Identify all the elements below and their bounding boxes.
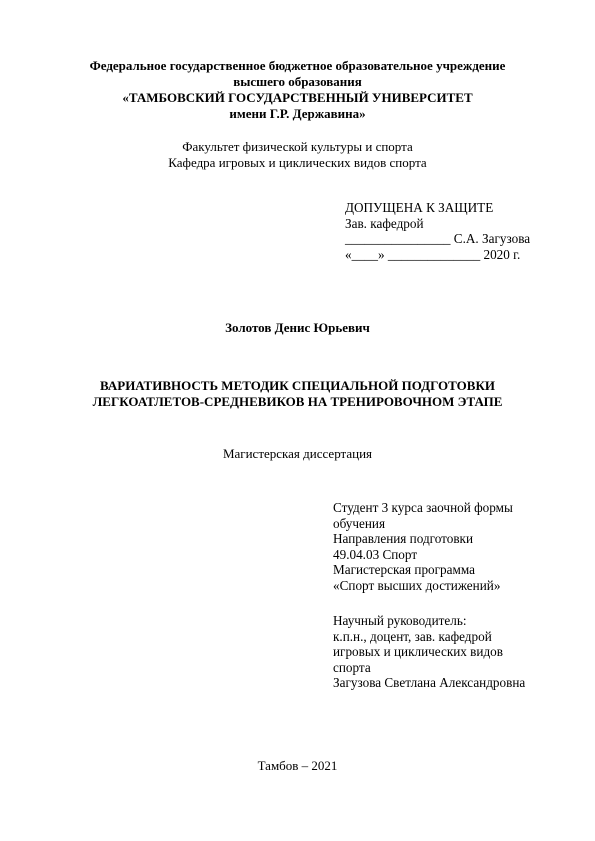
student-direction-code: 49.04.03 Спорт [333,546,418,562]
approval-signature: ________________ С.А. Загузова [345,231,531,246]
supervisor-department-cont: спорта [333,659,371,675]
supervisor-name: Загузова Светлана Александровна [333,675,526,690]
supervisor-degree: к.п.н., доцент, зав. кафедрой [333,628,492,644]
supervisor-department: игровых и циклических видов [333,644,503,659]
student-direction-label: Направления подготовки [333,531,474,546]
approval-role: Зав. кафедрой [345,215,424,231]
supervisor-info-block [333,613,525,691]
university-name: «ТАМБОВСКИЙ ГОСУДАРСТВЕННЫЙ УНИВЕРСИТЕТ [122,90,473,105]
approval-block [345,200,530,262]
faculty-name: Факультет физической культуры и спорта [182,139,413,154]
city-year: Тамбов – 2021 [257,758,338,773]
student-info-block [333,500,513,593]
institution-line-2: высшего образования [233,74,362,89]
student-course: Студент 3 курса заочной формы [333,500,513,515]
thesis-title-line-1: ВАРИАТИВНОСТЬ МЕТОДИК СПЕЦИАЛЬНОЙ ПОДГОТОВКИ [100,378,495,393]
work-type: Магистерская диссертация [222,446,373,461]
university-name-suffix: имени Г.Р. Державина» [229,106,366,121]
author-name: Золотов Денис Юрьевич [225,320,370,335]
department-name: Кафедра игровых и циклических видов спорта [168,155,427,170]
approval-heading: ДОПУЩЕНА К ЗАЩИТЕ [345,200,494,215]
approval-date: «____» ______________ 2020 г. [345,246,521,262]
student-study-form: обучения [333,515,386,531]
student-program-name: «Спорт высших достижений» [333,577,501,593]
institution-line-1: Федеральное государственное бюджетное образовательное учреждение [89,58,506,73]
supervisor-label: Научный руководитель: [333,613,467,628]
thesis-title-line-2: ЛЕГКОАТЛЕТОВ-СРЕДНЕВИКОВ НА ТРЕНИРОВОЧНОМ ЭТАПЕ [92,394,503,409]
student-program-label: Магистерская программа [333,562,475,577]
